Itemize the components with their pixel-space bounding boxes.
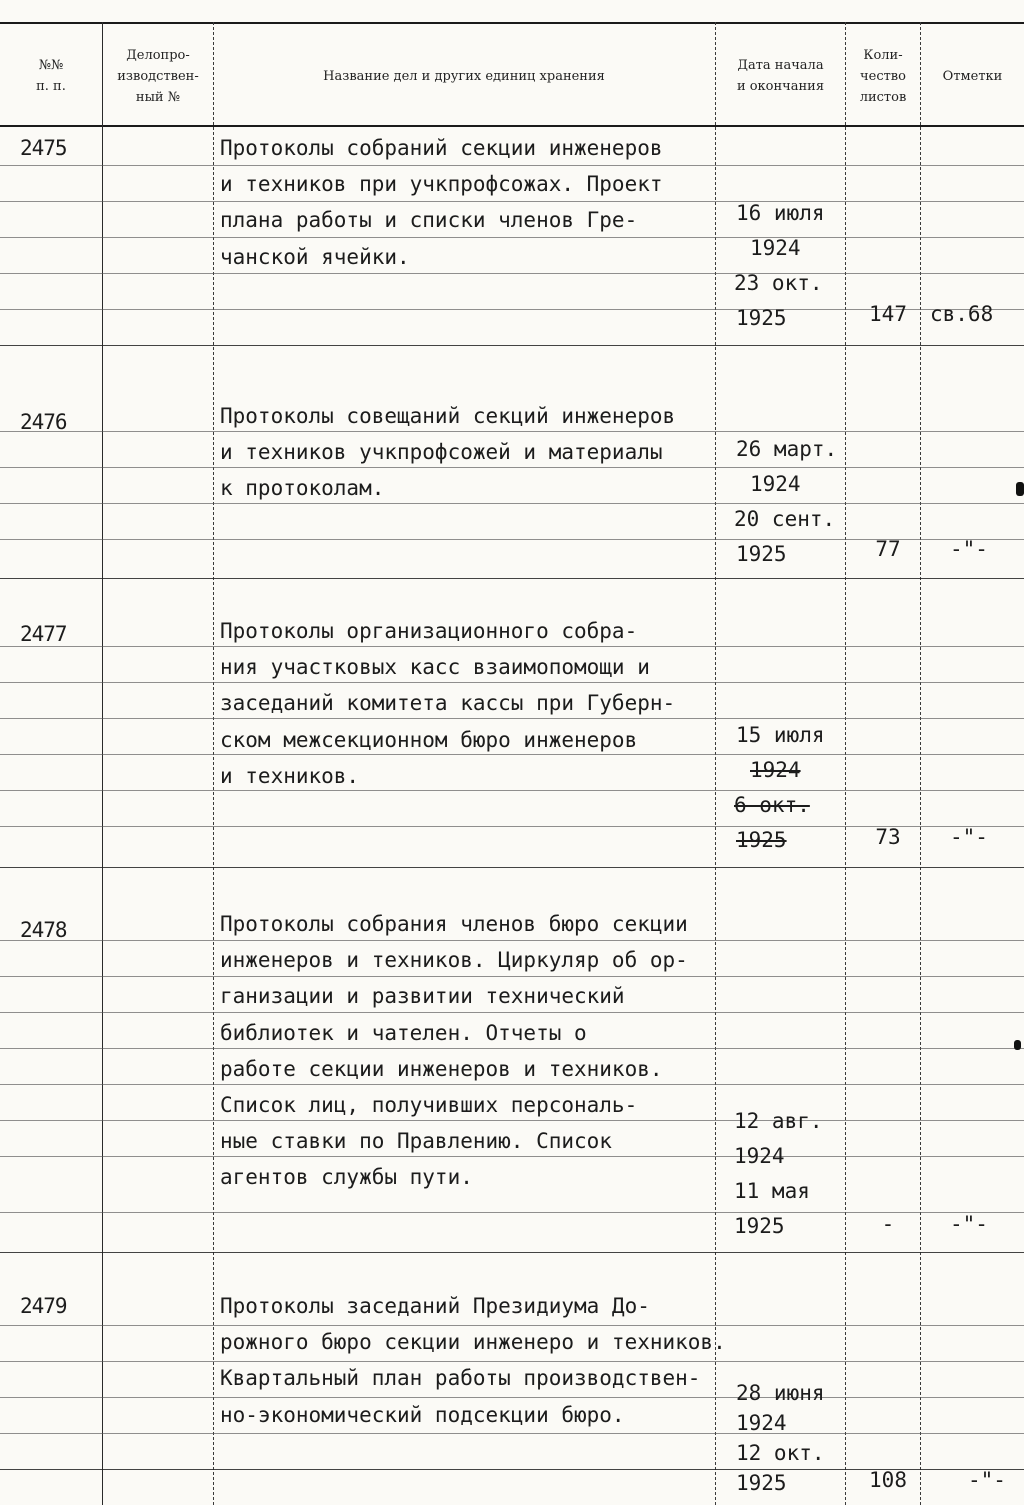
entry-sheets: 108 xyxy=(869,1468,907,1492)
entry-number: 2475 xyxy=(20,136,67,160)
entry-note: -"- xyxy=(950,537,988,561)
ink-blot xyxy=(1016,482,1024,496)
entry-number: 2478 xyxy=(20,918,67,942)
entry-number: 2476 xyxy=(20,410,67,434)
column-divider xyxy=(213,22,214,1505)
entry-dates: 28 июня 1924 12 окт. 1925 xyxy=(736,1381,825,1495)
entry-dates: 12 авг. 1924 11 мая 1925 xyxy=(734,1109,823,1238)
entry-sheets: 77 xyxy=(875,537,901,561)
ink-blot xyxy=(1014,1040,1021,1050)
entry-dates: 26 март. 1924 20 сент. 1925 xyxy=(734,437,838,566)
entry-sheets: - xyxy=(881,1212,895,1236)
header-sheets: Коли- чество листов xyxy=(859,47,907,105)
entry-note: св.68 xyxy=(930,302,994,326)
entry-sheets: 73 xyxy=(875,825,901,849)
ruled-line xyxy=(0,1252,1024,1253)
entry-title: Протоколы собрания членов бюро секции инженеров и техников. Циркуляр об ор- ганизации и развитии технический библиотек и чателен. Отчеты о работе секции инженеров и техников. Список лиц, получивших персональ- ные ставки по Правлению. Список агентов службы пути. xyxy=(220,912,688,1190)
entry-number: 2477 xyxy=(20,622,67,646)
entry-title: Протоколы совещаний секций инженеров и техников учкпрофсожей и материалы к протоколам. xyxy=(220,404,676,501)
entry-dates: 16 июля 1924 23 окт. 1925 xyxy=(734,201,825,330)
entry-note: -"- xyxy=(950,825,988,849)
table-top-rule xyxy=(0,22,1024,24)
ruled-line xyxy=(0,867,1024,868)
header-office-number: Делопро- изводствен- ный № xyxy=(117,47,199,105)
column-divider xyxy=(102,22,103,1505)
ruled-line xyxy=(0,578,1024,579)
entry-note: -"- xyxy=(968,1468,1006,1492)
entry-sheets: 147 xyxy=(869,302,907,326)
header-dates: Дата начала и окончания xyxy=(736,58,825,94)
header-number: №№ п. п. xyxy=(36,58,66,94)
entry-dates: 15 июля 1924 6 окт. 1925 xyxy=(734,723,825,852)
column-divider xyxy=(920,22,921,1505)
entry-title: Протоколы собраний секции инженеров и техников при учкпрофсожах. Проект плана работы и списки членов Гре- чанской ячейки. xyxy=(220,136,663,269)
ruled-line xyxy=(0,1433,1024,1434)
entry-title: Протоколы заседаний Президиума До- рожного бюро секции инженеро и техников. Квартальный план работы производствен- но-экономический подсекции бюро. xyxy=(220,1294,726,1427)
header-bottom-rule xyxy=(0,125,1024,127)
header-title: Название дел и других единиц хранения xyxy=(323,68,605,84)
entry-note: -"- xyxy=(950,1212,988,1236)
entry-number: 2479 xyxy=(20,1294,67,1318)
ruled-line xyxy=(0,345,1024,346)
entry-title: Протоколы организационного собра- ния участковых касс взаимопомощи и заседаний комитета кассы при Губерн- ском межсекционном бюро инженеров и техников. xyxy=(220,619,676,788)
header-notes: Отметки xyxy=(942,68,1003,84)
